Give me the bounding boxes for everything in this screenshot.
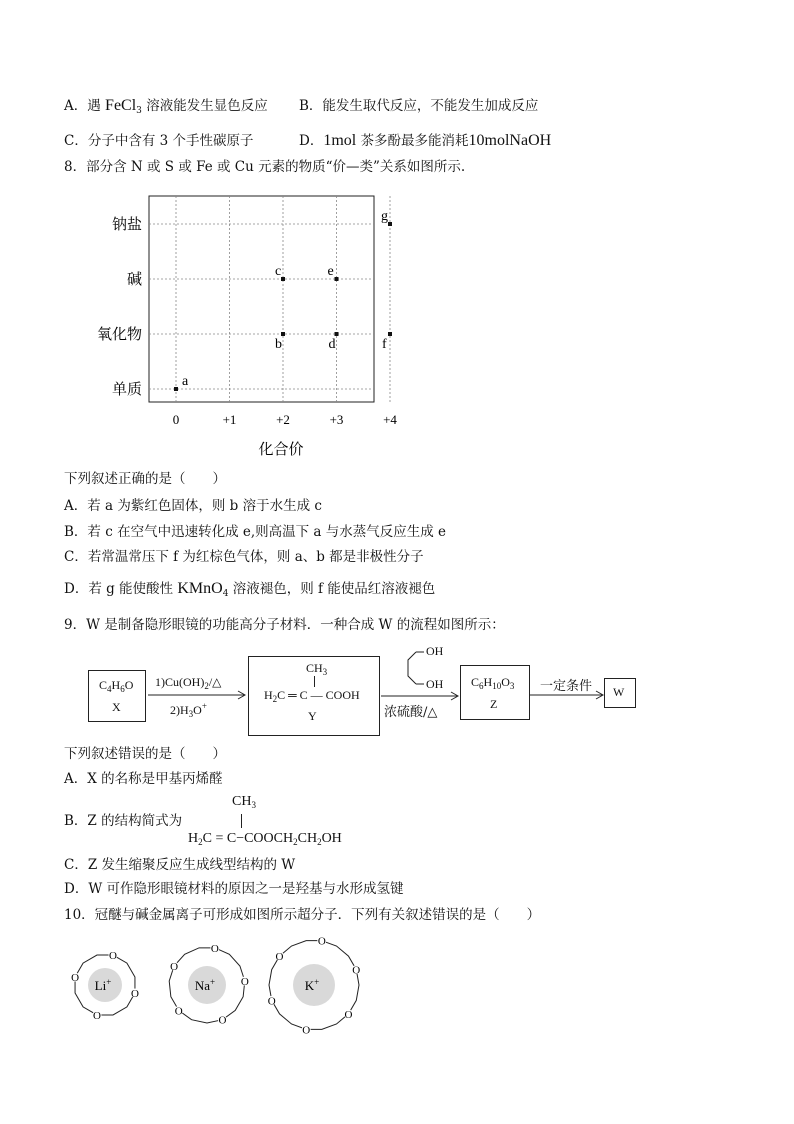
q9-stem: 9．W 是制备隐形眼镜的功能高分子材料．一种合成 W 的流程如图所示： xyxy=(64,617,505,633)
q10-stem: 10．冠醚与碱金属离子可形成如图所示超分子．下列有关叙述错误的是（ ） xyxy=(64,907,541,923)
flow-reagent-oh1: OH xyxy=(426,644,444,658)
oxygen-atom: O xyxy=(267,995,276,1008)
flow-x-name: X xyxy=(112,700,121,714)
oxygen-atom: O xyxy=(71,971,80,984)
data-label-g: g xyxy=(381,209,388,224)
flow-y-main: $H_2C$ ═ C — COOH xyxy=(264,688,360,704)
ion-label: Na+ xyxy=(194,977,216,993)
q8-option-d-sub: 4 xyxy=(222,589,229,599)
chart-x-axis-label: 化合价 xyxy=(258,440,304,458)
x-tick-label: +1 xyxy=(222,412,237,427)
data-label-b: b xyxy=(275,337,282,352)
q7-option-b: B．能发生取代反应，不能发生加成反应 xyxy=(299,98,539,114)
q8-option-d-formula: KMnO xyxy=(177,580,223,597)
q9-option-b-text: B．Z 的结构简式为 xyxy=(64,813,183,829)
q7-option-a xyxy=(64,97,268,115)
flow-y-ch3: $CH_3$ xyxy=(306,661,328,677)
x-tick-label: 0 xyxy=(172,412,180,427)
q8-option-d-post: 溶液褪色，则 f 能使品红溶液褪色 xyxy=(228,581,436,597)
oxygen-atom: O xyxy=(109,950,117,963)
q8-stem: 8．部分含 N 或 S 或 Fe 或 Cu 元素的物质“价—类”关系如图所示. xyxy=(64,159,466,175)
chart-frame xyxy=(149,196,374,402)
data-point-g xyxy=(388,222,392,226)
q7-option-a-pre: A．遇 xyxy=(64,98,106,114)
q7-option-d-pre: D． xyxy=(299,133,324,149)
crown-ether-figure xyxy=(62,935,362,1035)
q8-option-d xyxy=(64,580,435,598)
q7-option-d-formula2: 10molNaOH xyxy=(468,132,552,149)
oxygen-atom: O xyxy=(93,1009,101,1022)
y-tick-label: 碱 xyxy=(126,270,142,288)
flow-arrow-3 xyxy=(530,690,606,700)
q8-option-c: C．若常温常压下 f 为红棕色气体，则 a、b 都是非极性分子 xyxy=(64,549,424,565)
q7-option-d-mid: 茶多酚最多能消耗 xyxy=(356,133,469,149)
q9-option-b-formula: $H_2C$ = $C-COOCH_2CH_2OH$ xyxy=(188,831,342,847)
q9-option-b-ch3: $CH_3$ xyxy=(232,794,256,810)
chart-x-ticks xyxy=(173,412,398,427)
flow-arrow-1 xyxy=(148,690,248,700)
q7-option-c: C．分子中含有 3 个手性碳原子 xyxy=(64,133,254,149)
flow-w-name: W xyxy=(613,685,625,699)
flow-z-name: Z xyxy=(490,697,498,711)
oxygen-atom: O xyxy=(275,951,284,964)
q9-option-a: A．X 的名称是甲基丙烯醛 xyxy=(64,771,223,787)
flow-arrow-2 xyxy=(381,691,461,701)
data-point-b xyxy=(281,332,285,336)
flow-step3-top: 一定条件 xyxy=(540,679,593,694)
oxygen-atom: O xyxy=(130,988,139,1001)
data-point-d xyxy=(335,332,339,336)
crown-ether-3 xyxy=(267,936,361,1037)
x-tick-label: +4 xyxy=(383,412,397,427)
oxygen-atom: O xyxy=(218,1014,227,1027)
data-point-f xyxy=(388,332,392,336)
y-tick-label: 钠盐 xyxy=(111,215,142,233)
flow-step1-top: $1)Cu(OH)_2/\triangle$ xyxy=(155,675,222,691)
q7-option-a-sub: 3 xyxy=(136,106,142,116)
q9-prompt: 下列叙述错误的是（ ） xyxy=(64,746,226,762)
data-label-e: e xyxy=(327,264,334,279)
q8-option-a: A．若 a 为紫红色固体，则 b 溶于水生成 c xyxy=(64,498,322,514)
oxygen-atom: O xyxy=(174,1005,183,1018)
ion-label: Li+ xyxy=(94,977,112,993)
valence-class-chart xyxy=(86,186,397,461)
flow-step1-bottom: $2)H_3O^+$ xyxy=(170,701,207,719)
data-point-e xyxy=(335,277,339,281)
q9-option-d: D．W 可作隐形眼镜材料的原因之一是羟基与水形成氢键 xyxy=(64,881,404,897)
x-tick-label: +2 xyxy=(276,412,290,427)
x-tick-label: +3 xyxy=(329,412,344,427)
flow-reagent-oh2: OH xyxy=(426,677,444,691)
data-label-c: c xyxy=(275,264,282,279)
data-label-a: a xyxy=(182,374,189,389)
q7-option-d xyxy=(299,132,551,150)
q9-option-b-bond xyxy=(241,814,242,828)
y-tick-label: 氧化物 xyxy=(96,325,142,343)
flow-z-formula: $C_6H_{10}O_3$ xyxy=(471,675,515,691)
ion-charge: + xyxy=(106,977,112,987)
flow-y-bond xyxy=(314,676,315,687)
flow-step2-bottom: 浓硫酸/△ xyxy=(384,705,438,720)
q7-option-a-post: 溶液能发生显色反应 xyxy=(141,98,268,114)
q8-prompt: 下列叙述正确的是（ ） xyxy=(64,471,226,487)
q7-option-d-formula: 1mol xyxy=(323,132,357,149)
flow-y-name: Y xyxy=(308,709,317,723)
data-label-d: d xyxy=(328,337,336,352)
oxygen-atom: O xyxy=(352,964,361,977)
ion-label: K+ xyxy=(304,977,320,993)
q8-option-b: B．若 c 在空气中迅速转化成 e,则高温下 a 与水蒸气反应生成 e xyxy=(64,524,447,540)
flow-x-formula: $C_4H_6O$ xyxy=(99,678,134,694)
ion-charge: + xyxy=(210,977,216,987)
q8-option-d-pre: D．若 g 能使酸性 xyxy=(64,581,178,597)
chart-y-labels xyxy=(97,215,142,398)
crown-ether-1 xyxy=(71,950,140,1022)
data-point-c xyxy=(281,277,285,281)
y-tick-label: 单质 xyxy=(111,380,142,398)
data-point-a xyxy=(174,387,178,391)
chart-grid xyxy=(149,196,390,402)
ion-charge: + xyxy=(314,977,320,987)
q7-option-a-formula: FeCl xyxy=(105,97,137,114)
oxygen-atom: O xyxy=(240,976,249,989)
crown-ether-2 xyxy=(169,943,249,1027)
oxygen-atom: O xyxy=(170,961,179,973)
oxygen-atom: O xyxy=(302,1024,311,1037)
oxygen-atom: O xyxy=(210,942,219,955)
data-label-f: f xyxy=(382,337,387,352)
oxygen-atom: O xyxy=(317,935,326,948)
oxygen-atom: O xyxy=(344,1008,353,1021)
q9-option-c: C．Z 发生缩聚反应生成线型结构的 W xyxy=(64,857,296,873)
